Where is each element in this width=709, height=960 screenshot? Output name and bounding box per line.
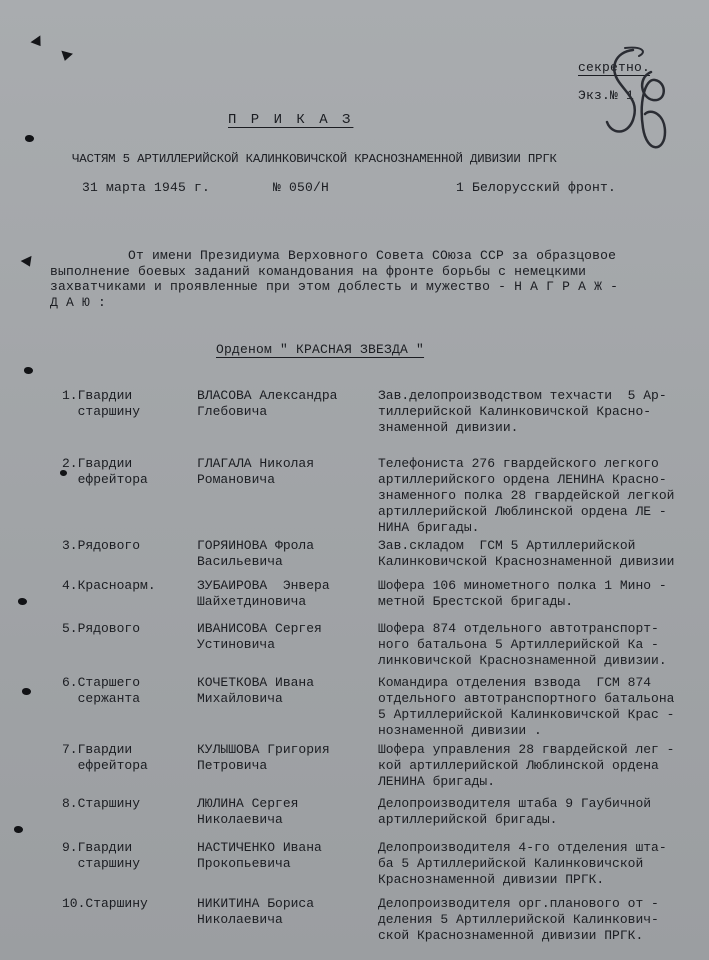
intro-line: Д А Ю : <box>50 295 107 310</box>
entry-name: ВЛАСОВА Александра Глебовича <box>197 388 338 419</box>
binder-hole <box>24 367 33 374</box>
entry-name: КОЧЕТКОВА Ивана Михайловича <box>197 675 315 706</box>
entry-name: ГОРЯИНОВА Фрола Васильевича <box>197 538 315 569</box>
intro-line: От имени Президиума Верховного Совета СОюза ССР за образцовое <box>128 248 617 263</box>
binder-hole <box>59 51 73 63</box>
entry-position: Шофера 106 минометного полка 1 Мино - метной Брестской бригады. <box>378 578 667 609</box>
binder-hole <box>14 826 23 833</box>
document-title: П Р И К А З <box>228 112 354 128</box>
order-number: № 050/Н <box>273 180 330 195</box>
binder-hole <box>18 598 27 605</box>
entry-position: Делопроизводителя 4-го отделения шта- ба 5 Артиллерийской Калинковичской Краснознаменной дивизии ПРГК. <box>378 840 667 887</box>
order-heading: Орденом " КРАСНАЯ ЗВЕЗДА " <box>216 342 425 357</box>
entry-rank: 1.Гвардии старшину <box>62 388 141 419</box>
entry-position: Зав.складом ГСМ 5 Артиллерийской Калинковичской Краснознаменной дивизии <box>378 538 675 569</box>
entry-position: Шофера управления 28 гвардейской лег - кой артиллерийской Люблинской ордена ЛЕНИНА бригады. <box>378 742 675 789</box>
secret-label: секретно. <box>578 60 651 75</box>
entry-position: Делопроизводителя орг.планового от - деления 5 Артиллерийской Калинкович- ской Краснознаменной дивизии ПРГК. <box>378 896 659 943</box>
binder-hole <box>22 688 31 695</box>
entry-rank: 10.Старшину <box>62 896 148 911</box>
entry-rank: 6.Старшего сержанта <box>62 675 141 706</box>
entry-rank: 3.Рядового <box>62 538 141 553</box>
entry-name: НАСТИЧЕНКО Ивана Прокопьевича <box>197 840 322 871</box>
entry-rank: 8.Старшину <box>62 796 141 811</box>
entry-rank: 5.Рядового <box>62 621 141 636</box>
entry-name: ЗУБАИРОВА Энвера Шайхетдиновича <box>197 578 330 609</box>
entry-name: ЛЮЛИНА Сергея Николаевича <box>197 796 299 827</box>
entry-position: Зав.делопроизводством техчасти 5 Ар- тиллерийской Калинковичской Красно- знаменной дивизии. <box>378 388 667 435</box>
copy-number: Экз.№ 1 <box>578 88 635 103</box>
binder-hole <box>31 35 46 49</box>
front-name: 1 Белорусский фронт. <box>456 180 617 195</box>
entry-rank: 7.Гвардии ефрейтора <box>62 742 148 773</box>
document-subtitle: ЧАСТЯМ 5 АРТИЛЛЕРИЙСКОЙ КАЛИНКОВИЧСКОЙ КРАСНОЗНАМЕННОЙ ДИВИЗИИ ПРГК <box>72 152 557 166</box>
entry-position: Командира отделения взвода ГСМ 874 отдельного автотранспортного батальона 5 Артиллерийской Калинковичской Крас - нознаменной дивизии . <box>378 675 675 738</box>
entry-rank: 9.Гвардии старшину <box>62 840 141 871</box>
intro-line: выполнение боевых заданий командования на фронте борьбы с немецкими <box>50 264 587 279</box>
entry-position: Телефониста 276 гвардейского легкого артиллерийского ордена ЛЕНИНА Красно- знаменного полка 28 гвардейской легкой артиллерийской Люблинской ордена ЛЕ - НИНА бригады. <box>378 456 675 535</box>
binder-hole <box>21 256 36 269</box>
handwritten-number <box>595 42 675 177</box>
binder-hole <box>25 135 34 142</box>
entry-name: ИВАНИСОВА Сергея Устиновича <box>197 621 322 652</box>
intro-line: захватчиками и проявленные при этом доблесть и мужество - Н А Г Р А Ж - <box>50 279 619 294</box>
entry-position: Шофера 874 отдельного автотранспорт- ного батальона 5 Артиллерийской Ка - линковичской Краснознаменной дивизии. <box>378 621 667 668</box>
entry-name: КУЛЫШОВА Григория Петровича <box>197 742 330 773</box>
entry-rank: 4.Красноарм. <box>62 578 156 593</box>
entry-name: НИКИТИНА Бориса Николаевича <box>197 896 315 927</box>
entry-position: Делопроизводителя штаба 9 Гаубичной артиллерийской бригады. <box>378 796 652 827</box>
entry-name: ГЛАГАЛА Николая Романовича <box>197 456 315 487</box>
entry-rank: 2.Гвардии ефрейтора <box>62 456 148 487</box>
order-date: 31 марта 1945 г. <box>82 180 211 195</box>
